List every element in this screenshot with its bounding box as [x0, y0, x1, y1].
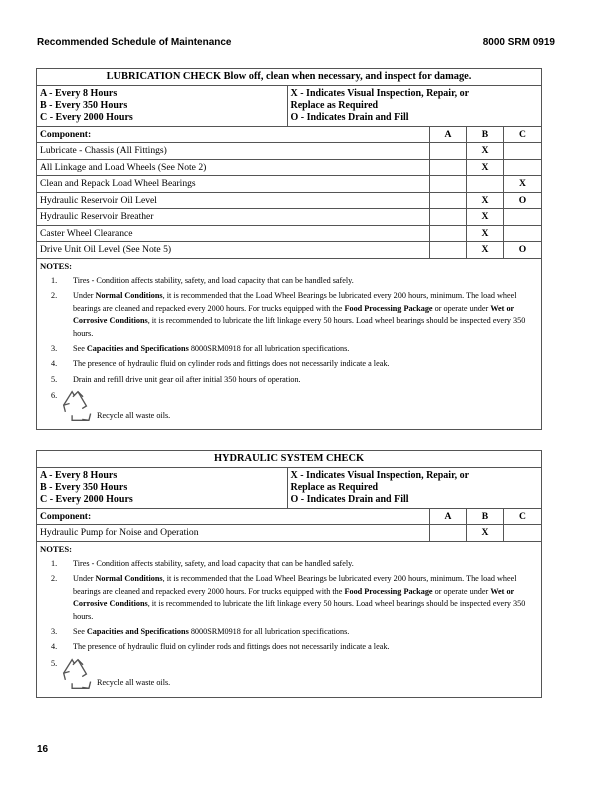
cell-b: X: [467, 143, 504, 160]
table-row: [37, 176, 542, 193]
cell-c: X: [504, 176, 542, 193]
running-header-doc-number: 8000 SRM 0919: [482, 37, 555, 48]
cell-c: [504, 225, 542, 242]
cell-c: O: [504, 192, 542, 209]
table-row: [37, 143, 542, 160]
table-row: [37, 159, 542, 176]
component-cell: Caster Wheel Clearance: [37, 225, 430, 242]
hydraulic-system-check-table: [36, 450, 542, 698]
component-cell: Hydraulic Reservoir Breather: [37, 209, 430, 226]
list-item: 2. Under Normal Conditions, it is recommended that the Load Wheel Bearings be lubricated every 200 hours, minimum. The load wheel bearings are cleaned and repacked every 2000 hours. For trucks equipped with the Food Processing Package or operate under Wet or Corrosive Conditions, it is recommended to lubricate the lift linkage every 50 hours. Load wheel bearings should be inspected every 350 hours.: [51, 291, 526, 338]
column-header-component: Component:: [37, 126, 430, 143]
section-title: LUBRICATION CHECK Blow off, clean when necessary, and inspect for damage.: [37, 69, 542, 86]
component-cell: All Linkage and Load Wheels (See Note 2): [37, 159, 430, 176]
cell-c: [504, 143, 542, 160]
component-cell: Lubricate - Chassis (All Fittings): [37, 143, 430, 160]
cell-a: [430, 242, 467, 259]
column-header-a: A: [430, 508, 467, 525]
column-header-a: A: [430, 126, 467, 143]
component-cell: Hydraulic Reservoir Oil Level: [37, 192, 430, 209]
component-cell: Drive Unit Oil Level (See Note 5): [37, 242, 430, 259]
cell-a: [430, 209, 467, 226]
recycle-note: Recycle all waste oils.: [97, 410, 171, 420]
list-item: 6. Recycle all waste oils.: [73, 390, 538, 422]
section-title: HYDRAULIC SYSTEM CHECK: [37, 451, 542, 468]
recycle-icon: [61, 658, 95, 690]
cell-b: X: [467, 225, 504, 242]
table-row: [37, 209, 542, 226]
cell-a: [430, 225, 467, 242]
running-header-title: Recommended Schedule of Maintenance: [37, 37, 232, 48]
cell-b: X: [467, 525, 504, 542]
cell-b: X: [467, 159, 504, 176]
notes-title: NOTES:: [40, 543, 72, 554]
cell-c: O: [504, 242, 542, 259]
list-item: 3. See Capacities and Specifications 8000SRM0918 for all lubrication specifications.: [51, 627, 350, 637]
cell-c: [504, 209, 542, 226]
cell-c: [504, 159, 542, 176]
cell-b: X: [467, 242, 504, 259]
cell-a: [430, 525, 467, 542]
notes-list: [40, 558, 538, 690]
cell-a: [430, 176, 467, 193]
symbol-legend: X - Indicates Visual Inspection, Repair, or Replace as Required O - Indicates Drain and Fill: [290, 87, 470, 123]
column-header-component: Component:: [37, 508, 430, 525]
list-item: 5. Drain and refill drive unit gear oil after initial 350 hours of operation.: [51, 374, 301, 384]
interval-legend: A - Every 8 Hours B - Every 350 Hours C - Every 2000 Hours: [37, 86, 287, 126]
cell-b: [467, 176, 504, 193]
table-row: [37, 525, 542, 542]
cell-a: [430, 192, 467, 209]
component-cell: Clean and Repack Load Wheel Bearings: [37, 176, 430, 193]
page-number: 16: [37, 744, 49, 755]
column-header-c: C: [504, 126, 542, 143]
column-header-b: B: [467, 126, 504, 143]
notes-block: [37, 258, 542, 430]
cell-b: X: [467, 192, 504, 209]
list-item: 1. Tires - Condition affects stability, safety, and load capacity that can be handled safely.: [51, 559, 354, 568]
table-row: [37, 242, 542, 259]
cell-a: [430, 159, 467, 176]
column-header-b: B: [467, 508, 504, 525]
legend: [37, 86, 541, 126]
recycle-icon: [61, 390, 95, 422]
notes-list: [40, 275, 538, 422]
notes-block: [37, 541, 542, 697]
table-row: [37, 225, 542, 242]
lubrication-check-table: [36, 68, 542, 430]
list-item: 3. See Capacities and Specifications 8000SRM0918 for all lubrication specifications.: [51, 344, 350, 354]
cell-c: [504, 525, 542, 542]
column-header-row: [37, 126, 542, 143]
symbol-legend: X - Indicates Visual Inspection, Repair, or Replace as Required O - Indicates Drain and Fill: [290, 469, 470, 505]
notes-title: NOTES:: [40, 260, 72, 271]
list-item: 5. Recycle all waste oils.: [73, 658, 538, 690]
list-item: 1. Tires - Condition affects stability, safety, and load capacity that can be handled safely.: [51, 276, 354, 285]
list-item: 4. The presence of hydraulic fluid on cylinder rods and fittings does not necessarily indicate a leak.: [51, 359, 390, 369]
list-item: 4. The presence of hydraulic fluid on cylinder rods and fittings does not necessarily indicate a leak.: [51, 642, 390, 652]
table-row: [37, 192, 542, 209]
recycle-note: Recycle all waste oils.: [97, 678, 171, 688]
component-cell: Hydraulic Pump for Noise and Operation: [37, 525, 430, 542]
interval-legend: A - Every 8 Hours B - Every 350 Hours C - Every 2000 Hours: [37, 468, 287, 508]
cell-b: X: [467, 209, 504, 226]
column-header-row: [37, 508, 542, 525]
list-item: 2. Under Normal Conditions, it is recommended that the Load Wheel Bearings be lubricated every 200 hours, minimum. The load wheel bearings are cleaned and repacked every 2000 hours. For trucks equipped with the Food Processing Package or operate under Wet or Corrosive Conditions, it is recommended to lubricate the lift linkage every 50 hours. Load wheel bearings should be inspected every 350 hours.: [51, 574, 526, 621]
legend: [37, 468, 541, 508]
cell-a: [430, 143, 467, 160]
column-header-c: C: [504, 508, 542, 525]
